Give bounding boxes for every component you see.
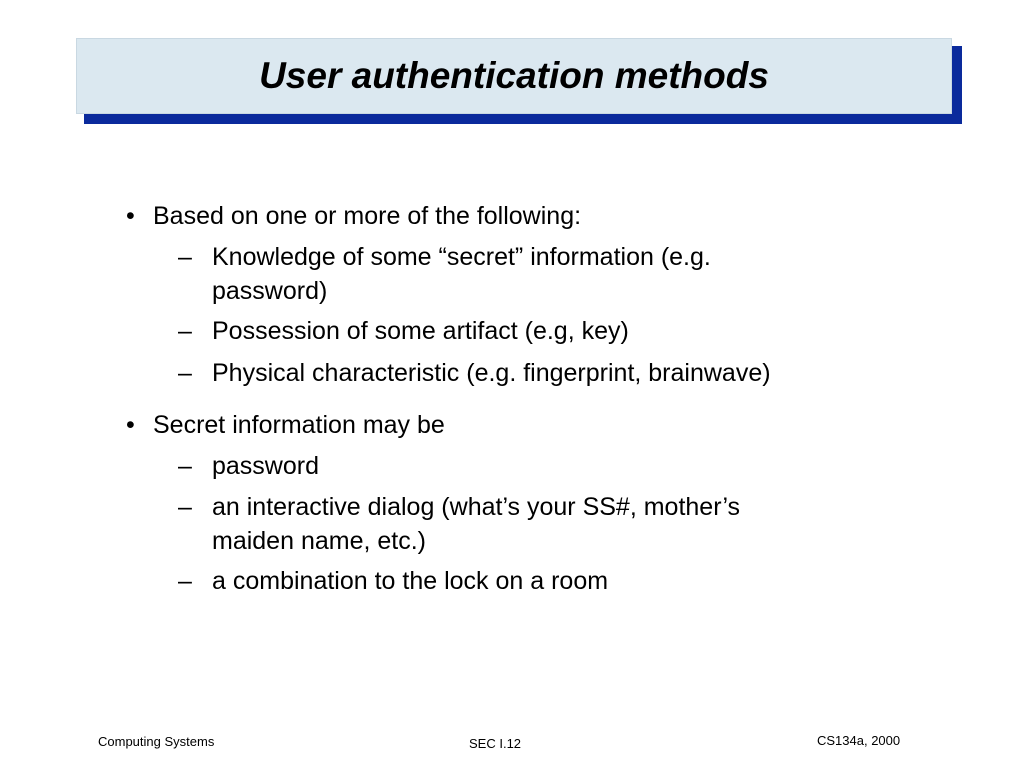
dash-marker: – (178, 493, 192, 521)
sub-bullet-text: Physical characteristic (e.g. fingerprint, brainwave) (212, 359, 771, 387)
sub-bullet-text: maiden name, etc.) (212, 527, 426, 555)
bullet-marker: • (126, 411, 135, 439)
footer-page-number: SEC I.12 (469, 736, 522, 751)
sub-bullet-text: password (212, 452, 319, 480)
dash-marker: – (178, 359, 192, 387)
dash-marker: – (178, 452, 192, 480)
footer-left: Computing Systems (98, 734, 215, 749)
sub-bullet-text: an interactive dialog (what’s your SS#, mother’s (212, 493, 741, 521)
dash-marker: – (178, 243, 192, 271)
sub-bullet-text: Knowledge of some “secret” information (e.g. (212, 243, 711, 271)
dash-marker: – (178, 567, 192, 595)
sub-bullet-text: password) (212, 277, 328, 305)
bullet-marker: • (126, 202, 135, 230)
dash-marker: – (178, 317, 192, 345)
sub-bullet-text: Possession of some artifact (e.g, key) (212, 317, 629, 345)
slide-title: User authentication methods (259, 55, 769, 96)
footer-right: CS134a, 2000 (817, 733, 901, 748)
bullet-text: Based on one or more of the following: (153, 202, 582, 230)
bullet-text: Secret information may be (153, 411, 445, 439)
sub-bullet-text: a combination to the lock on a room (212, 567, 609, 595)
